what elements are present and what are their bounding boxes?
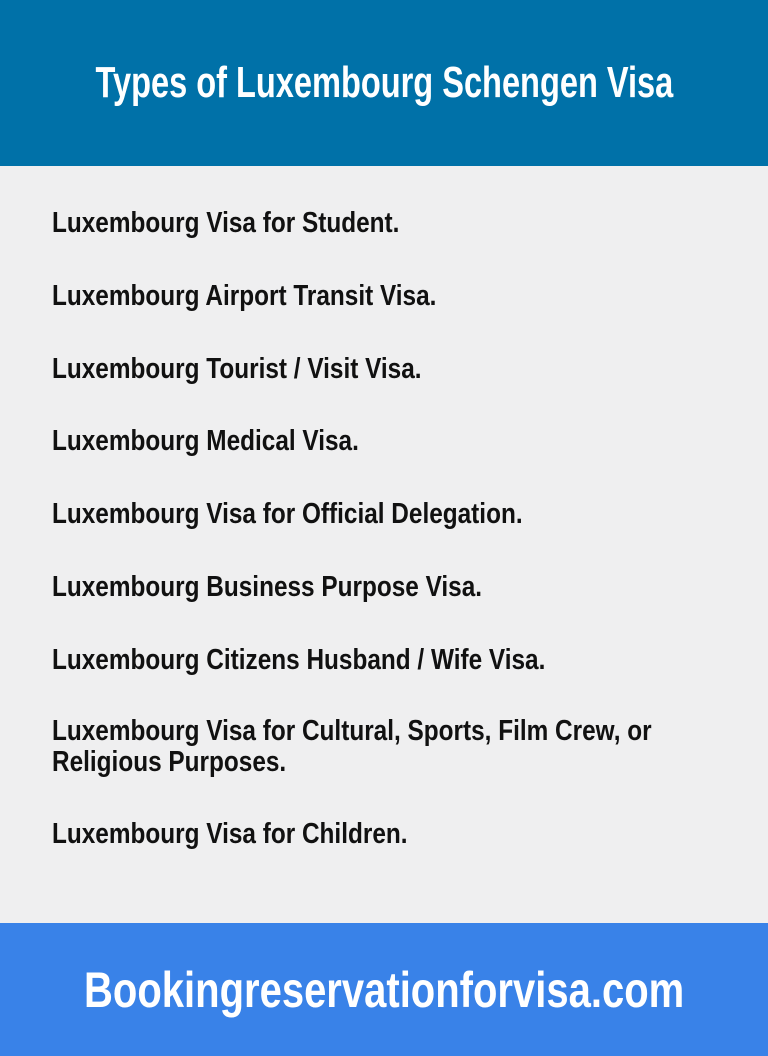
visa-type-airport-transit: Luxembourg Airport Transit Visa. (52, 279, 437, 312)
visa-types-list (52, 206, 742, 890)
visa-type-official-delegation: Luxembourg Visa for Official Delegation. (52, 498, 523, 531)
visa-type-medical: Luxembourg Medical Visa. (52, 425, 359, 458)
visa-type-cultural-sports-film-religious: Luxembourg Visa for Cultural, Sports, Film Crew, or Religious Purposes. (52, 714, 652, 779)
page-title: Types of Luxembourg Schengen Visa (95, 58, 673, 107)
header-banner (0, 0, 768, 166)
visa-type-children: Luxembourg Visa for Children. (52, 818, 408, 851)
footer-banner (0, 923, 768, 1056)
visa-type-business-purpose: Luxembourg Business Purpose Visa. (52, 570, 483, 603)
visa-type-student: Luxembourg Visa for Student. (52, 207, 400, 239)
visa-type-citizens-spouse: Luxembourg Citizens Husband / Wife Visa. (52, 643, 546, 676)
visa-type-tourist-visit: Luxembourg Tourist / Visit Visa. (52, 352, 422, 385)
visa-types-panel (0, 166, 768, 923)
website-name: Bookingreservationforvisa.com (83, 961, 685, 1018)
